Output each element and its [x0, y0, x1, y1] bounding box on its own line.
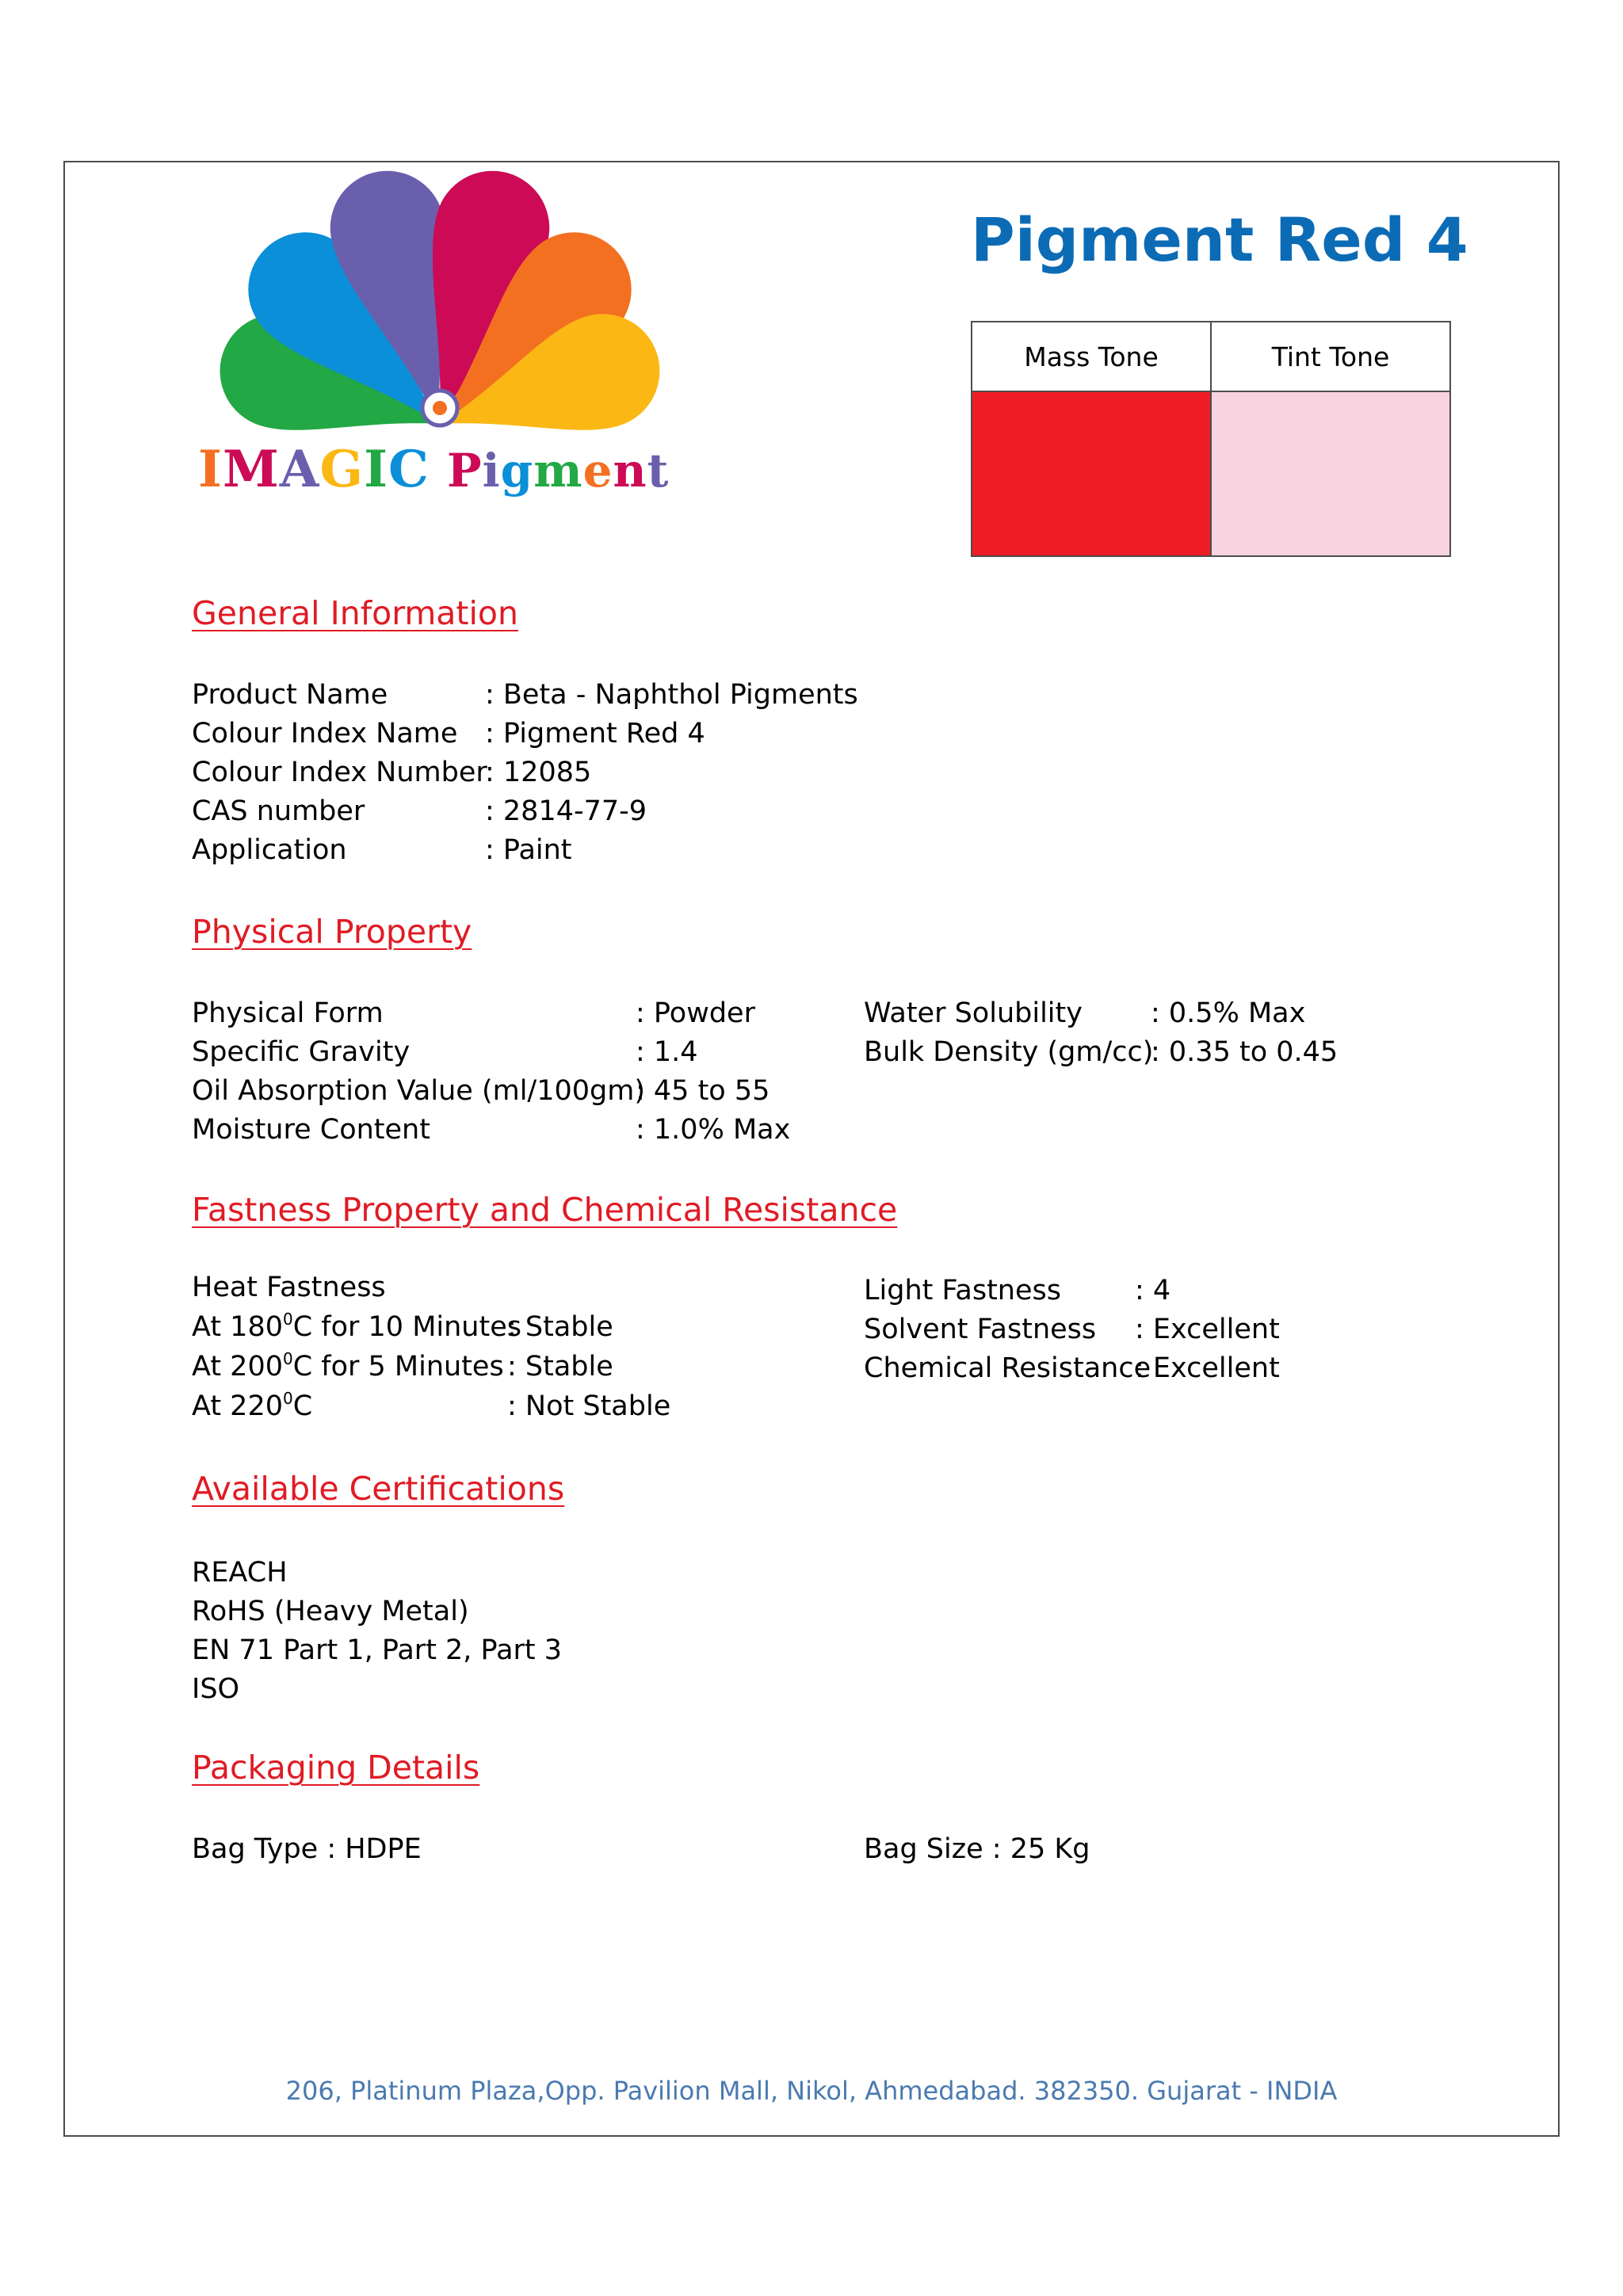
general-label: CAS number [192, 795, 365, 827]
imagic-logo [190, 162, 689, 503]
physical-value: : Powder [636, 997, 755, 1029]
tone-table [971, 321, 1451, 557]
heat-fastness-row: At $180^0C$ for 10 Minutes [192, 1310, 521, 1343]
fastness-label: Light Fastness [864, 1275, 1061, 1306]
certification-item: REACH [192, 1557, 288, 1589]
certification-item: EN 71 Part 1, Part 2, Part 3 [192, 1634, 563, 1666]
physical-label: Moisture Content [192, 1114, 430, 1146]
heat-fastness-heading: Heat Fastness [192, 1272, 386, 1303]
mass-tone-label: Mass Tone [972, 322, 1211, 391]
general-value: : Paint [485, 834, 572, 866]
mass-tone-swatch [972, 391, 1211, 556]
tint-tone-label: Tint Tone [1211, 322, 1450, 391]
general-value: : 12085 [485, 757, 592, 788]
fastness-value: : 4 [1135, 1275, 1171, 1306]
section-physical-property: Physical Property [192, 913, 472, 951]
tint-tone-swatch [1211, 391, 1450, 556]
logo-word-imagic: IMAGIC [198, 440, 430, 499]
physical-label: Water Solubility [864, 997, 1083, 1029]
physical-value: : 0.5% Max [1151, 997, 1306, 1029]
footer-address: 206, Platinum Plaza,Opp. Pavilion Mall, Nikol, Ahmedabad. 382350. Gujarat - INDIA [285, 2076, 1338, 2106]
general-value: : 2814-77-9 [485, 795, 647, 827]
general-value: : Pigment Red 4 [485, 718, 705, 749]
logo-word-pigment: Pigment [446, 444, 670, 498]
general-value: : Beta - Naphthol Pigments [485, 679, 858, 711]
physical-value: : 0.35 to 0.45 [1151, 1036, 1338, 1068]
general-label: Application [192, 834, 347, 866]
section-packaging: Packaging Details [192, 1749, 480, 1787]
certification-item: RoHS (Heavy Metal) [192, 1596, 469, 1627]
fastness-label: Chemical Resistance [864, 1352, 1151, 1384]
peacock-logo-icon [190, 162, 689, 448]
logo-wordmark [198, 440, 669, 499]
fastness-label: Solvent Fastness [864, 1314, 1097, 1345]
heat-fastness-value: : Not Stable [507, 1390, 671, 1422]
fastness-value: : Excellent [1135, 1352, 1280, 1384]
heat-fastness-value: : Stable [507, 1311, 613, 1343]
physical-value: : 45 to 55 [636, 1075, 770, 1107]
certification-item: ISO [192, 1673, 240, 1705]
section-general-information: General Information [192, 594, 518, 632]
heat-fastness-value: : Stable [507, 1351, 613, 1383]
product-title: Pigment Red 4 [971, 204, 1468, 275]
general-label: Colour Index Number [192, 757, 487, 788]
general-label: Colour Index Name [192, 718, 458, 749]
bag-type: Bag Type : HDPE [192, 1833, 422, 1865]
heat-fastness-row: At $220^0C$ [192, 1389, 313, 1422]
swirl-center-icon [433, 401, 447, 415]
section-certifications: Available Certifications [192, 1470, 565, 1508]
physical-label: Oil Absorption Value (ml/100gm) [192, 1075, 645, 1107]
physical-label: Bulk Density (gm/cc) [864, 1036, 1154, 1068]
physical-value: : 1.4 [636, 1036, 698, 1068]
general-label: Product Name [192, 679, 388, 711]
physical-label: Specific Gravity [192, 1036, 411, 1068]
physical-label: Physical Form [192, 997, 384, 1029]
physical-value: : 1.0% Max [636, 1114, 791, 1146]
section-fastness: Fastness Property and Chemical Resistance [192, 1191, 898, 1229]
heat-fastness-row: At $200^0C$ for 5 Minutes [192, 1349, 504, 1383]
fastness-value: : Excellent [1135, 1314, 1280, 1345]
bag-size: Bag Size : 25 Kg [864, 1833, 1090, 1865]
